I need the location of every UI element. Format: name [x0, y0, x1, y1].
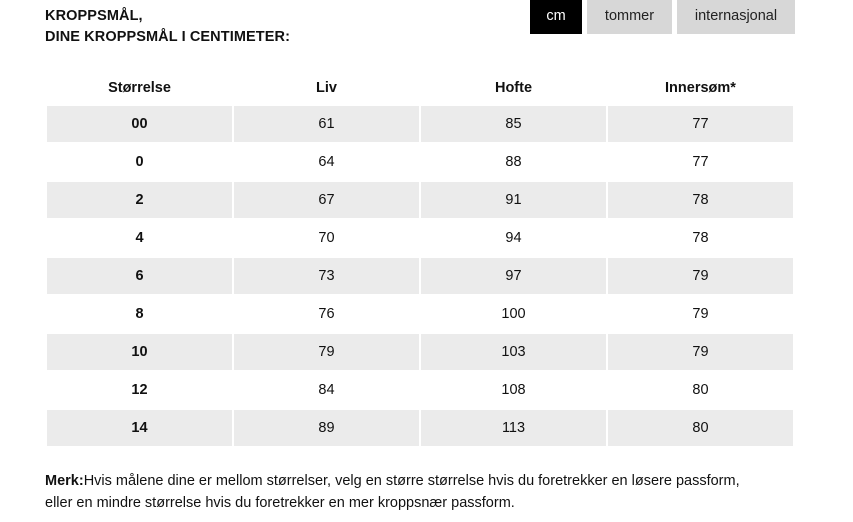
inseam-cell: 79: [608, 334, 793, 370]
inseam-cell: 80: [608, 372, 793, 408]
fit-note: [45, 470, 745, 514]
size-cell: 12: [47, 372, 232, 408]
hip-cell: 113: [421, 410, 606, 446]
table-row: [47, 258, 793, 294]
inseam-cell: 78: [608, 182, 793, 218]
page-title: [45, 6, 290, 48]
size-cell: 10: [47, 334, 232, 370]
size-cell: 14: [47, 410, 232, 446]
unit-inches-button[interactable]: tommer: [587, 0, 672, 34]
waist-cell: 64: [234, 144, 419, 180]
size-cell: 6: [47, 258, 232, 294]
column-header-hip: Hofte: [494, 80, 533, 96]
table-row: [47, 220, 793, 256]
hip-cell: 94: [421, 220, 606, 256]
waist-cell: 79: [234, 334, 419, 370]
table-header-row: [47, 72, 793, 104]
waist-cell: 70: [234, 220, 419, 256]
size-table: [45, 70, 795, 448]
inseam-cell: 78: [608, 220, 793, 256]
note-label: Merk:: [45, 473, 84, 489]
size-cell: 2: [47, 182, 232, 218]
inseam-cell: 79: [608, 258, 793, 294]
table-row: [47, 296, 793, 332]
hip-cell: 97: [421, 258, 606, 294]
hip-cell: 85: [421, 106, 606, 142]
table-row: [47, 182, 793, 218]
hip-cell: 91: [421, 182, 606, 218]
table-row: [47, 334, 793, 370]
inseam-cell: 80: [608, 410, 793, 446]
unit-international-button[interactable]: internasjonal: [677, 0, 795, 34]
size-cell: 8: [47, 296, 232, 332]
table-row: [47, 372, 793, 408]
unit-cm-button[interactable]: cm: [530, 0, 582, 34]
column-header-inseam: Innersøm*: [665, 80, 736, 96]
table-row: [47, 106, 793, 142]
size-cell: 4: [47, 220, 232, 256]
table-row: [47, 144, 793, 180]
waist-cell: 76: [234, 296, 419, 332]
size-cell: 00: [47, 106, 232, 142]
unit-toggle: [530, 0, 795, 34]
waist-cell: 84: [234, 372, 419, 408]
table-row: [47, 410, 793, 446]
hip-cell: 100: [421, 296, 606, 332]
inseam-cell: 77: [608, 144, 793, 180]
column-header-waist: Liv: [316, 80, 337, 96]
inseam-cell: 79: [608, 296, 793, 332]
waist-cell: 67: [234, 182, 419, 218]
heading-line-1: KROPPSMÅL,: [45, 8, 143, 24]
hip-cell: 88: [421, 144, 606, 180]
hip-cell: 108: [421, 372, 606, 408]
note-text: Hvis målene dine er mellom størrelser, velg en større størrelse hvis du foretrekker en løsere passform, eller en mindre størrelse hvis du foretrekker en mer kroppsnær passform.: [45, 473, 740, 511]
waist-cell: 89: [234, 410, 419, 446]
heading-line-2: DINE KROPPSMÅL I CENTIMETER:: [45, 29, 291, 45]
hip-cell: 103: [421, 334, 606, 370]
inseam-cell: 77: [608, 106, 793, 142]
size-cell: 0: [47, 144, 232, 180]
waist-cell: 73: [234, 258, 419, 294]
column-header-size: Størrelse: [108, 80, 171, 96]
waist-cell: 61: [234, 106, 419, 142]
